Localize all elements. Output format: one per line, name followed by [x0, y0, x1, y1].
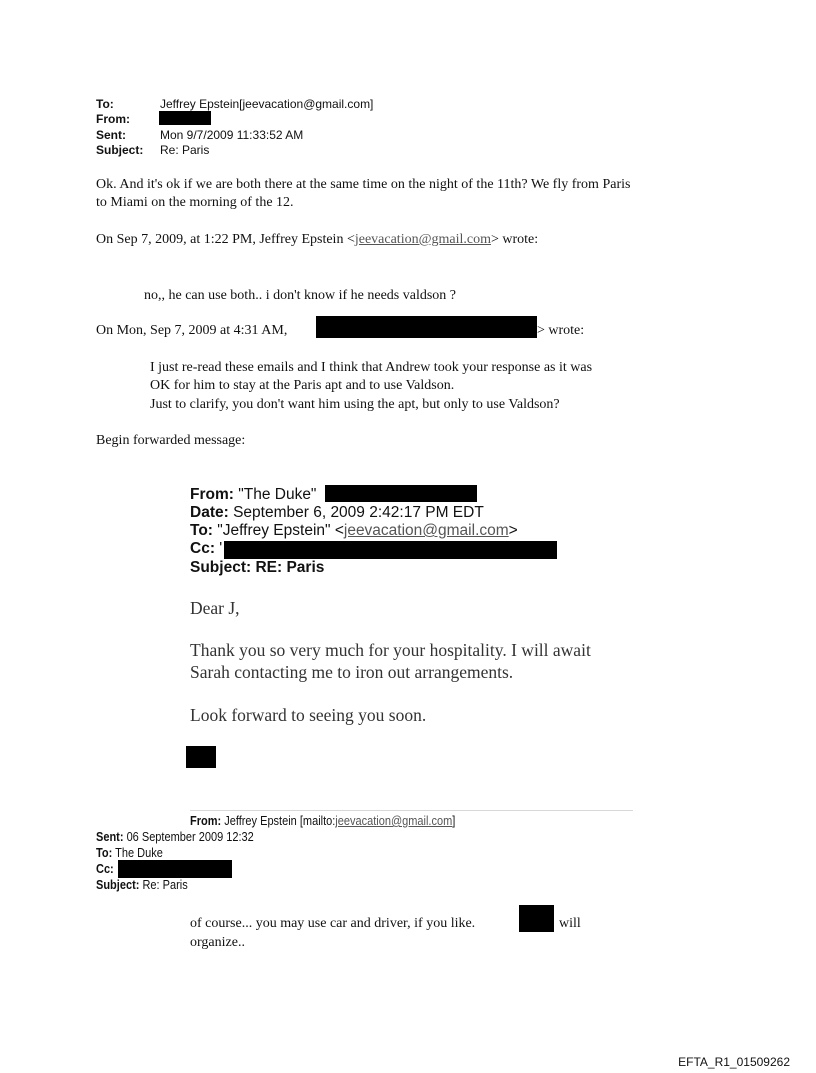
fwd-from-row [190, 486, 316, 504]
fwd-to-row [190, 522, 518, 540]
quote1-message: no,, he can use both.. i don't know if he needs valdson ? [144, 288, 457, 303]
orig-line2: organize.. [190, 935, 245, 950]
quote1-intro-prefix: On Sep 7, 2009, at 1:22 PM, Jeffrey Epstein < [96, 232, 355, 247]
quote1-email-link[interactable]: jeevacation@gmail.com [354, 232, 491, 247]
fwd-cc-row [190, 540, 222, 558]
fwd-subject-row [190, 559, 324, 577]
redaction-box [325, 485, 477, 502]
fwd-date-row [190, 504, 484, 522]
header-from-row [96, 112, 130, 126]
document-id: EFTA_R1_01509262 [678, 1055, 790, 1069]
redaction-box [186, 746, 216, 768]
fwd-to-suffix: > [508, 522, 518, 539]
redaction-box [519, 905, 554, 932]
divider [190, 810, 633, 811]
forward-intro: Begin forwarded message: [96, 433, 246, 448]
redaction-box [316, 316, 537, 338]
quote2-intro-prefix: On Mon, Sep 7, 2009 at 4:31 AM, [96, 323, 288, 338]
header-sent-label: Sent: [96, 128, 126, 142]
orig-subject-row [96, 878, 188, 893]
header-to-value: Jeffrey Epstein[jeevacation@gmail.com] [160, 97, 374, 111]
fwd-para1-line2: Sarah contacting me to iron out arrangements. [190, 662, 514, 682]
header-subject-value: Re: Paris [160, 143, 210, 157]
header-sent-row [96, 128, 304, 142]
orig-to-label: To: [96, 846, 113, 860]
fwd-greeting: Dear J, [190, 598, 240, 618]
fwd-cc-label: Cc: [190, 540, 215, 557]
fwd-to-label: To: [190, 522, 213, 539]
quote2-intro-suffix: > wrote: [537, 323, 585, 338]
quote2-line-3: Just to clarify, you don't want him using the apt, but only to use Valdson? [150, 397, 560, 412]
header-to-label: To: [96, 97, 114, 111]
fwd-date-label: Date: [190, 504, 229, 521]
redaction-box [159, 111, 211, 125]
fwd-to-email-link[interactable]: jeevacation@gmail.com [343, 522, 509, 539]
fwd-subject-value: RE: Paris [255, 559, 325, 576]
orig-to-value: The Duke [115, 846, 163, 860]
quote2-line-1: I just re-read these emails and I think that Andrew took your response as it was [150, 360, 593, 375]
orig-subject-label: Subject: [96, 878, 140, 892]
header-subject-label: Subject: [96, 143, 144, 157]
fwd-para1-line1: Thank you so very much for your hospitality. I will await [190, 640, 591, 660]
orig-sent-value: 06 September 2009 12:32 [126, 830, 254, 844]
fwd-to-prefix: "Jeffrey Epstein" < [217, 522, 344, 539]
reply-line-2: to Miami on the morning of the 12. [96, 195, 294, 210]
header-subject-row [96, 143, 210, 157]
fwd-subject-label: Subject: [190, 559, 252, 576]
orig-sent-label: Sent: [96, 830, 124, 844]
redaction-box [224, 541, 557, 559]
orig-cc-row [96, 862, 114, 877]
orig-from-label: From: [190, 814, 222, 828]
redaction-box [118, 860, 232, 878]
header-sent-value: Mon 9/7/2009 11:33:52 AM [160, 128, 304, 142]
reply-line-1: Ok. And it's ok if we are both there at the same time on the night of the 11th? We fly from Paris [96, 177, 631, 192]
fwd-from-label: From: [190, 486, 234, 503]
orig-line1-prefix: of course... you may use car and driver, if you like. [190, 916, 476, 931]
fwd-cc-value: ' [219, 540, 223, 557]
header-to-row [96, 97, 374, 111]
orig-line1-suffix: will [559, 916, 581, 931]
orig-from-row [190, 814, 455, 829]
quote1-intro-suffix: > wrote: [490, 232, 539, 247]
orig-from-email-link[interactable]: jeevacation@gmail.com [335, 814, 453, 828]
quote1-intro [96, 230, 538, 249]
orig-subject-value: Re: Paris [142, 878, 188, 892]
header-from-label: From: [96, 112, 130, 126]
orig-from-prefix: Jeffrey Epstein [mailto: [224, 814, 336, 828]
fwd-from-value: "The Duke" [238, 486, 317, 503]
orig-cc-label: Cc: [96, 862, 114, 876]
fwd-para2: Look forward to seeing you soon. [190, 705, 427, 725]
orig-sent-row [96, 830, 254, 845]
orig-to-row [96, 846, 163, 861]
quote2-line-2: OK for him to stay at the Paris apt and to use Valdson. [150, 378, 455, 393]
orig-from-suffix: ] [452, 814, 456, 828]
fwd-date-value: September 6, 2009 2:42:17 PM EDT [233, 504, 484, 521]
